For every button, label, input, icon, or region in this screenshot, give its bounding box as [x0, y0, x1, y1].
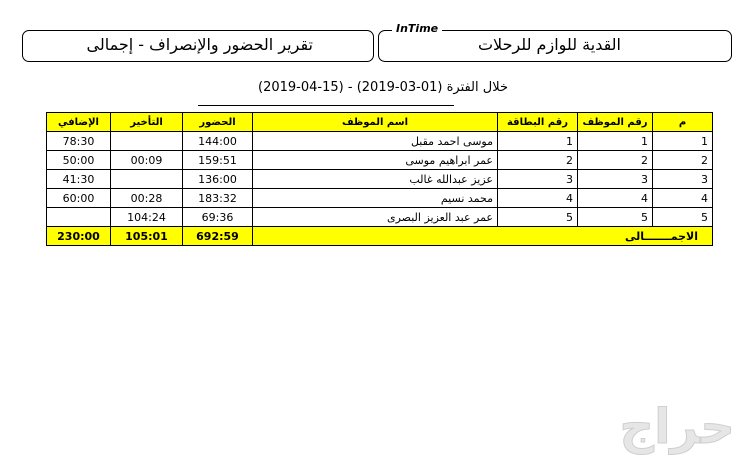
- report-title-box: [22, 30, 374, 62]
- cell-overtime: 60:00: [47, 189, 111, 208]
- totals-label: الاجمـــــــالى: [253, 227, 713, 246]
- total-attendance: 692:59: [183, 227, 253, 246]
- cell-delay: 104:24: [111, 208, 183, 227]
- table-row: [47, 170, 713, 189]
- cell-delay: [111, 132, 183, 151]
- col-header-index: م: [653, 113, 713, 132]
- cell-attendance: 183:32: [183, 189, 253, 208]
- col-header-employee-name: اسم الموظف: [253, 113, 498, 132]
- cell-employee-name: موسى احمد مقبل: [253, 132, 498, 151]
- cell-overtime: 78:30: [47, 132, 111, 151]
- cell-index: 3: [653, 170, 713, 189]
- col-header-card-number: رقم البطاقة: [498, 113, 578, 132]
- table-row: [47, 132, 713, 151]
- attendance-table: [46, 112, 713, 246]
- cell-index: 5: [653, 208, 713, 227]
- app-label: InTime: [392, 22, 442, 35]
- cell-attendance: 136:00: [183, 170, 253, 189]
- cell-attendance: 159:51: [183, 151, 253, 170]
- cell-attendance: 69:36: [183, 208, 253, 227]
- watermark-text: حراج: [619, 399, 735, 455]
- company-name: القدية للوازم للرحلات: [477, 35, 621, 54]
- cell-index: 4: [653, 189, 713, 208]
- haraj-watermark-logo: [510, 395, 740, 455]
- cell-employee-number: 1: [578, 132, 653, 151]
- cell-attendance: 144:00: [183, 132, 253, 151]
- col-header-delay: التأخير: [111, 113, 183, 132]
- period-text: خلال الفترة (01-03-2019) - (15-04-2019): [258, 80, 509, 95]
- total-overtime: 230:00: [47, 227, 111, 246]
- col-header-attendance: الحضور: [183, 113, 253, 132]
- cell-overtime: [47, 208, 111, 227]
- table-row: [47, 151, 713, 170]
- cell-employee-name: عمر عبد العزيز البصرى: [253, 208, 498, 227]
- cell-employee-name: عمر ابراهيم موسى: [253, 151, 498, 170]
- cell-card-number: 3: [498, 170, 578, 189]
- period-underline: [198, 105, 454, 106]
- table-row: [47, 189, 713, 208]
- cell-employee-name: محمد نسيم: [253, 189, 498, 208]
- cell-card-number: 5: [498, 208, 578, 227]
- cell-index: 1: [653, 132, 713, 151]
- total-delay: 105:01: [111, 227, 183, 246]
- cell-overtime: 50:00: [47, 151, 111, 170]
- cell-card-number: 2: [498, 151, 578, 170]
- cell-delay: [111, 170, 183, 189]
- cell-delay: 00:09: [111, 151, 183, 170]
- col-header-employee-number: رقم الموظف: [578, 113, 653, 132]
- table-header-row: [47, 113, 713, 132]
- col-header-overtime: الإضافي: [47, 113, 111, 132]
- cell-employee-number: 5: [578, 208, 653, 227]
- report-title: تقرير الحضور والإنصراف - إجمالى: [86, 35, 313, 54]
- cell-employee-number: 2: [578, 151, 653, 170]
- cell-card-number: 1: [498, 132, 578, 151]
- cell-employee-number: 4: [578, 189, 653, 208]
- cell-employee-name: عزيز عبدالله غالب: [253, 170, 498, 189]
- totals-row: [47, 227, 713, 246]
- cell-overtime: 41:30: [47, 170, 111, 189]
- cell-delay: 00:28: [111, 189, 183, 208]
- cell-card-number: 4: [498, 189, 578, 208]
- cell-index: 2: [653, 151, 713, 170]
- cell-employee-number: 3: [578, 170, 653, 189]
- table-row: [47, 208, 713, 227]
